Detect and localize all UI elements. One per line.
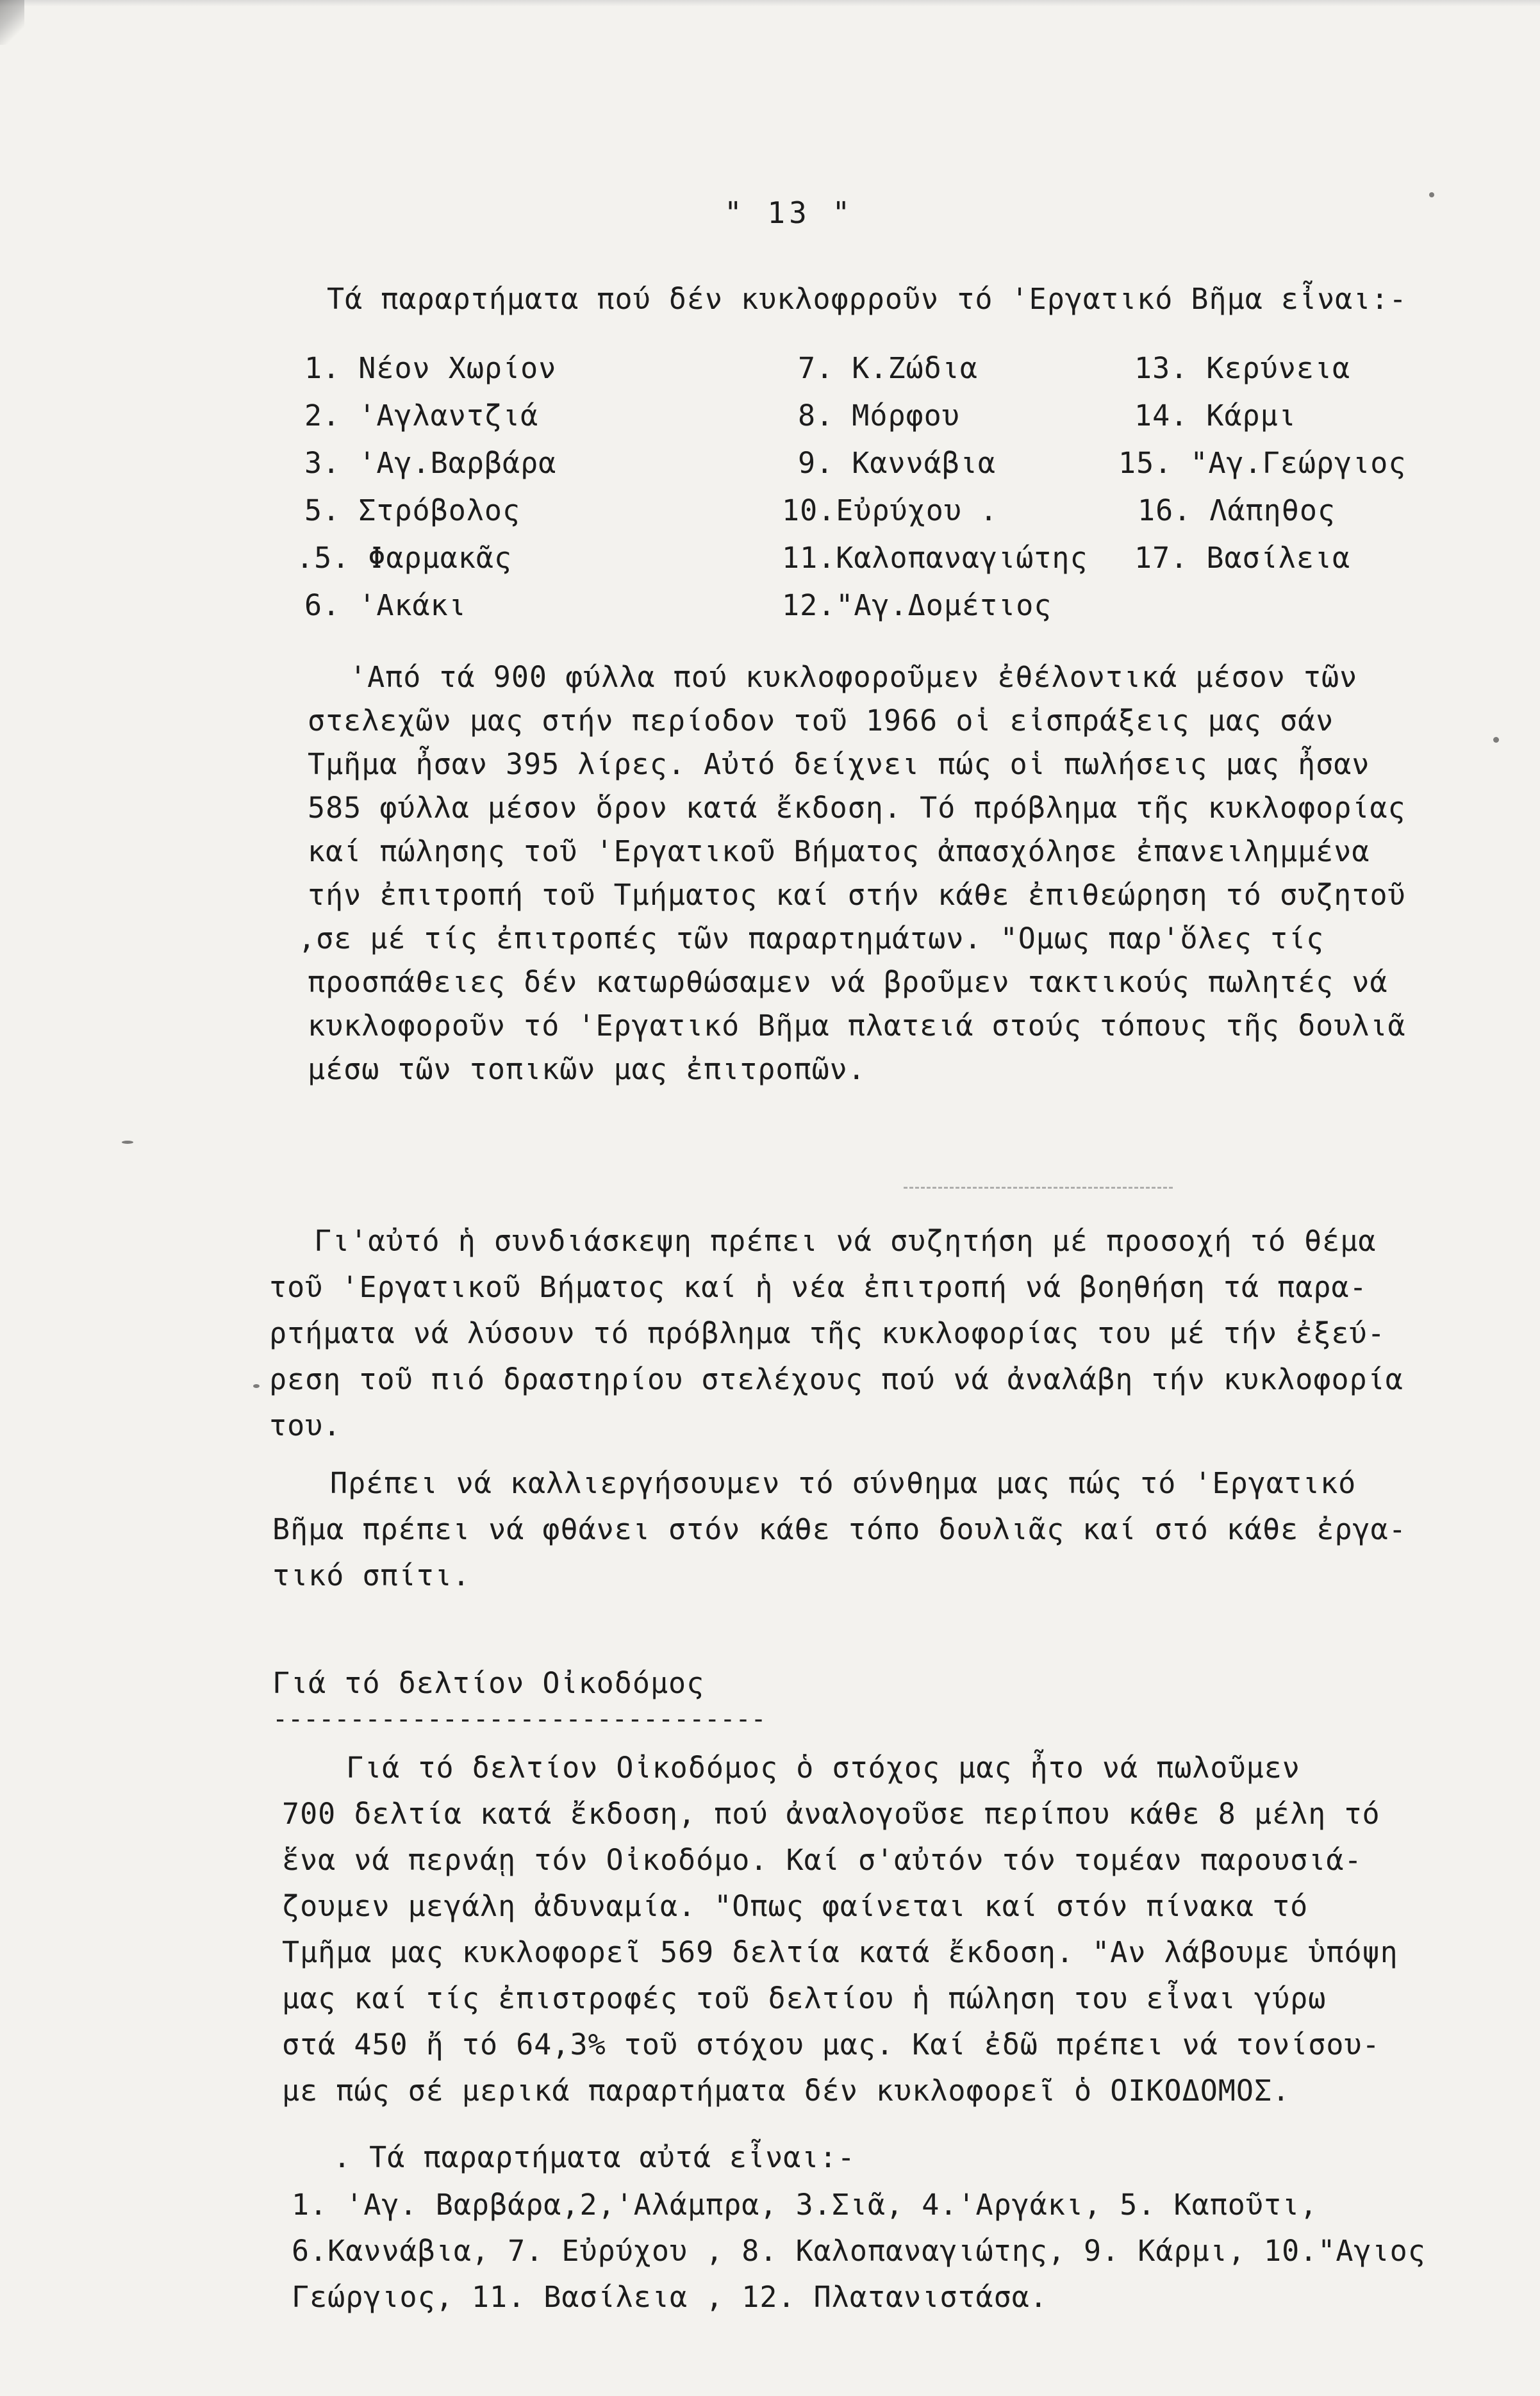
branch-item: 3. 'Αγ.Βαρβάρα xyxy=(304,446,557,480)
paragraph-line: καί πώλησης τοῦ 'Εργατικοῦ Βήματος ἀπασχόλησε ἐπανειλημμένα xyxy=(308,834,1370,868)
paragraph-line: 585 φύλλα μέσον ὅρον κατά ἔκδοση. Τό πρόβλημα τῆς κυκλοφορίας xyxy=(308,791,1406,825)
branch-item: 6. 'Ακάκι xyxy=(304,588,467,622)
paragraph-line: ρεση τοῦ πιό δραστηρίου στελέχους πού νά ἀναλάβη τήν κυκλοφορία xyxy=(269,1362,1403,1396)
branch-item: 17. Βασίλεια xyxy=(1134,541,1351,575)
paragraph-line: Γεώργιος, 11. Βασίλεια , 12. Πλατανιστάσα. xyxy=(292,2280,1048,2314)
branch-item: 11.Καλοπαναγιώτης xyxy=(782,541,1088,575)
paragraph-line: 700 δελτία κατά ἔκδοση, πού ἀναλογοῦσε περίπου κάθε 8 μέλη τό xyxy=(282,1797,1380,1831)
paragraph-line: Γιά τό δελτίον Οἰκοδόμος ὁ στόχος μας ἦτο νά πωλοῦμεν xyxy=(346,1751,1300,1785)
paragraph-line: τοῦ 'Εργατικοῦ Βήματος καί ἡ νέα ἐπιτροπή νά βοηθήση τά παρα- xyxy=(269,1270,1368,1304)
section-heading: Γιά τό δελτίον Οἰκοδόμος xyxy=(272,1666,705,1700)
branch-item: 5. Στρόβολος xyxy=(304,493,521,527)
scan-speck xyxy=(1493,737,1499,743)
paragraph-line: μας καί τίς ἐπιστροφές τοῦ δελτίου ἡ πώληση του εἶναι γύρω xyxy=(282,1981,1327,2015)
paragraph-line: 6.Καννάβια, 7. Εὐρύχου , 8. Καλοπαναγιώτης, 9. Κάρμι, 10."Αγιος xyxy=(292,2234,1426,2268)
heading-branches: Τά παραρτήματα πού δέν κυκλοφρροῦν τό 'Εργατικό Βῆμα εἶναι:- xyxy=(327,282,1407,316)
paragraph-line: κυκλοφοροῦν τό 'Εργατικό Βῆμα πλατειά στούς τόπους τῆς δουλιᾶ xyxy=(308,1009,1406,1043)
branch-item: .5. Φαρμακᾶς xyxy=(296,541,513,575)
scan-corner-shadow xyxy=(0,0,24,45)
page-number: " 13 " xyxy=(724,195,854,230)
paragraph-line: 'Από τά 900 φύλλα πού κυκλοφοροῦμεν ἐθέλοντικά μέσον τῶν xyxy=(349,660,1358,694)
paragraph-line: . Τά παραρτήματα αὐτά εἶναι:- xyxy=(333,2140,856,2174)
paragraph-line: Τμῆμα μας κυκλοφορεῖ 569 δελτία κατά ἔκδοση. "Αν λάβουμε ὑπόψη xyxy=(282,1935,1398,1969)
paragraph-line: προσπάθειες δέν κατωρθώσαμεν νά βροῦμεν τακτικούς πωλητές νά xyxy=(308,965,1388,999)
paragraph-line: στελεχῶν μας στήν περίοδον τοῦ 1966 οἱ εἰσπράξεις μας σάν xyxy=(308,704,1334,738)
paragraph-line: ,σε μέ τίς ἐπιτροπές τῶν παραρτημάτων. "Ομως παρ'ὅλες τίς xyxy=(298,921,1325,955)
paragraph-line: ρτήματα νά λύσουν τό πρόβλημα τῆς κυκλοφορίας του μέ τήν ἐξεύ- xyxy=(269,1316,1386,1350)
branch-item: 9. Καννάβια xyxy=(798,446,997,480)
scan-speck xyxy=(253,1384,260,1388)
paragraph-line: τικό σπίτι. xyxy=(272,1558,471,1592)
paragraph-line: Βῆμα πρέπει νά φθάνει στόν κάθε τόπο δουλιᾶς καί στό κάθε ἐργα- xyxy=(272,1512,1407,1546)
branch-item: 14. Κάρμι xyxy=(1134,399,1296,433)
paragraph-line: του. xyxy=(269,1409,342,1442)
paragraph-line: στά 450 ἤ τό 64,3% τοῦ στόχου μας. Καί ἐδῶ πρέπει νά τονίσου- xyxy=(282,2028,1380,2061)
scan-speck xyxy=(122,1141,133,1144)
paragraph-line: με πώς σέ μερικά παραρτήματα δέν κυκλοφορεῖ ὁ ΟΙΚΟΔΟΜΟΣ. xyxy=(282,2074,1291,2108)
paragraph-line: Πρέπει νά καλλιεργήσουμεν τό σύνθημα μας πώς τό 'Εργατικό xyxy=(330,1466,1357,1500)
heading-underline: -------------------------------- xyxy=(272,1705,766,1734)
branch-item: 1. Νέον Χωρίον xyxy=(304,351,557,385)
branch-item: 2. 'Αγλαντζιά xyxy=(304,399,539,433)
paragraph-line: ζουμεν μεγάλη ἀδυναμία. "Οπως φαίνεται καί στόν πίνακα τό xyxy=(282,1889,1309,1923)
branch-item: 13. Κερύνεια xyxy=(1134,351,1351,385)
scan-dashes xyxy=(904,1187,1173,1191)
branch-item: 10.Εὐρύχου . xyxy=(782,493,998,527)
paragraph-line: Τμῆμα ἦσαν 395 λίρες. Αὐτό δείχνει πώς οἱ πωλήσεις μας ἦσαν xyxy=(308,747,1370,781)
paragraph-line: Γι'αὐτό ἡ συνδιάσκεψη πρέπει νά συζητήση μέ προσοχή τό θέμα xyxy=(314,1224,1377,1258)
scan-top-edge xyxy=(0,0,1540,6)
branch-item: 15. "Αγ.Γεώργιος xyxy=(1118,446,1407,480)
branch-item: 7. Κ.Ζώδια xyxy=(798,351,978,385)
paragraph-line: μέσω τῶν τοπικῶν μας ἐπιτροπῶν. xyxy=(308,1052,866,1086)
paragraph-line: τήν ἐπιτροπή τοῦ Τμήματος καί στήν κάθε ἐπιθεώρηση τό συζητοῦ xyxy=(308,878,1406,912)
branch-item: 8. Μόρφου xyxy=(798,399,960,433)
branch-item: 16. Λάπηθος xyxy=(1138,493,1336,527)
paragraph-line: 1. 'Αγ. Βαρβάρα,2,'Αλάμπρα, 3.Σιᾶ, 4.'Αργάκι, 5. Καποῦτι, xyxy=(292,2188,1318,2222)
paragraph-line: ἕνα νά περνάῃ τόν Οἰκοδόμο. Καί σ'αὐτόν τόν τομέαν παρουσιά- xyxy=(282,1843,1362,1877)
scan-speck xyxy=(1429,192,1434,197)
branch-item: 12."Αγ.Δομέτιος xyxy=(782,588,1052,622)
